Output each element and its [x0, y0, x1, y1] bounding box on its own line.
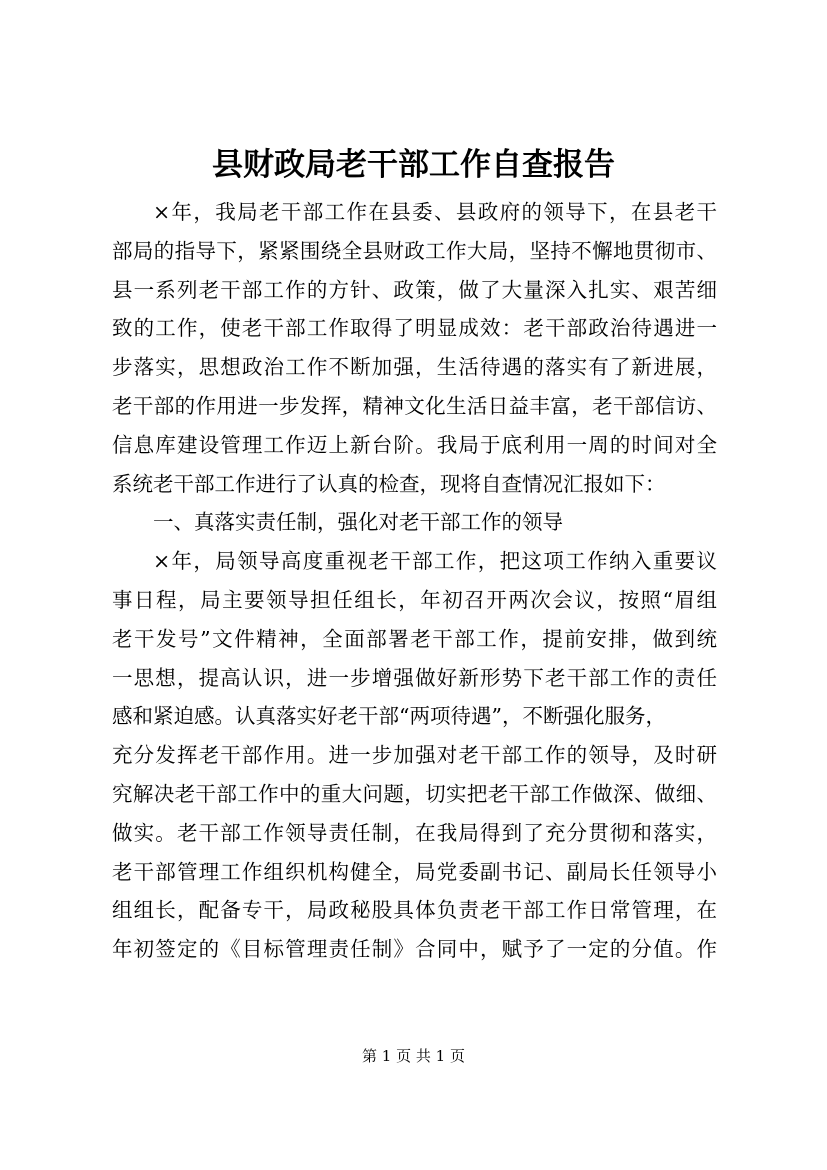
paragraph-line: 系统老干部工作进行了认真的检查，现将自查情况汇报如下： — [112, 471, 666, 496]
paragraph-line: ×年，局领导高度重视老干部工作，把这项工作纳入重要议 — [153, 549, 717, 574]
paragraph-line: 信息库建设管理工作迈上新台阶。我局于底利用一周的时间对全 — [112, 432, 717, 457]
paragraph-line: 组组长，配备专干，局政秘股具体负责老干部工作日常管理，在 — [112, 898, 717, 923]
paragraph-line: 步落实，思想政治工作不断加强，生活待遇的落实有了新进展， — [112, 355, 717, 380]
page-number-footer: 第 1 页 共 1 页 — [362, 1047, 465, 1065]
paragraph-line: 一思想，提高认识，进一步增强做好新形势下老干部工作的责任 — [112, 665, 717, 690]
paragraph-line: 部局的指导下，紧紧围绕全县财政工作大局，坚持不懈地贯彻市、 — [112, 238, 717, 263]
document-title: 县财政局老干部工作自查报告 — [212, 147, 615, 183]
paragraph-line: 事日程，局主要领导担任组长，年初召开两次会议，按照“眉组 — [112, 587, 717, 612]
paragraph-line: 县一系列老干部工作的方针、政策，做了大量深入扎实、艰苦细 — [112, 277, 717, 302]
paragraph-line: 老干部的作用进一步发挥，精神文化生活日益丰富，老干部信访、 — [112, 393, 717, 418]
paragraph-line: 老干部管理工作组织机构健全，局党委副书记、副局长任领导小 — [112, 859, 717, 884]
document-body — [112, 193, 717, 969]
paragraph-line: 老干发号”文件精神，全面部署老干部工作，提前安排，做到统 — [112, 626, 717, 651]
paragraph-line: 感和紧迫感。认真落实好老干部“两项待遇”，不断强化服务， — [112, 704, 666, 729]
paragraph-line: 究解决老干部工作中的重大问题，切实把老干部工作做深、做细、 — [112, 781, 717, 806]
paragraph-line: 致的工作，使老干部工作取得了明显成效：老干部政治待遇进一 — [112, 316, 717, 341]
paragraph-line: 做实。老干部工作领导责任制，在我局得到了充分贯彻和落实， — [112, 820, 717, 845]
paragraph-line: 充分发挥老干部作用。进一步加强对老干部工作的领导，及时研 — [112, 743, 717, 768]
section-heading: 一、真落实责任制，强化对老干部工作的领导 — [153, 510, 563, 535]
paragraph-line: ×年，我局老干部工作在县委、县政府的领导下，在县老干 — [153, 200, 717, 224]
paragraph-line: 年初签定的《目标管理责任制》合同中，赋予了一定的分值。作 — [112, 937, 717, 962]
